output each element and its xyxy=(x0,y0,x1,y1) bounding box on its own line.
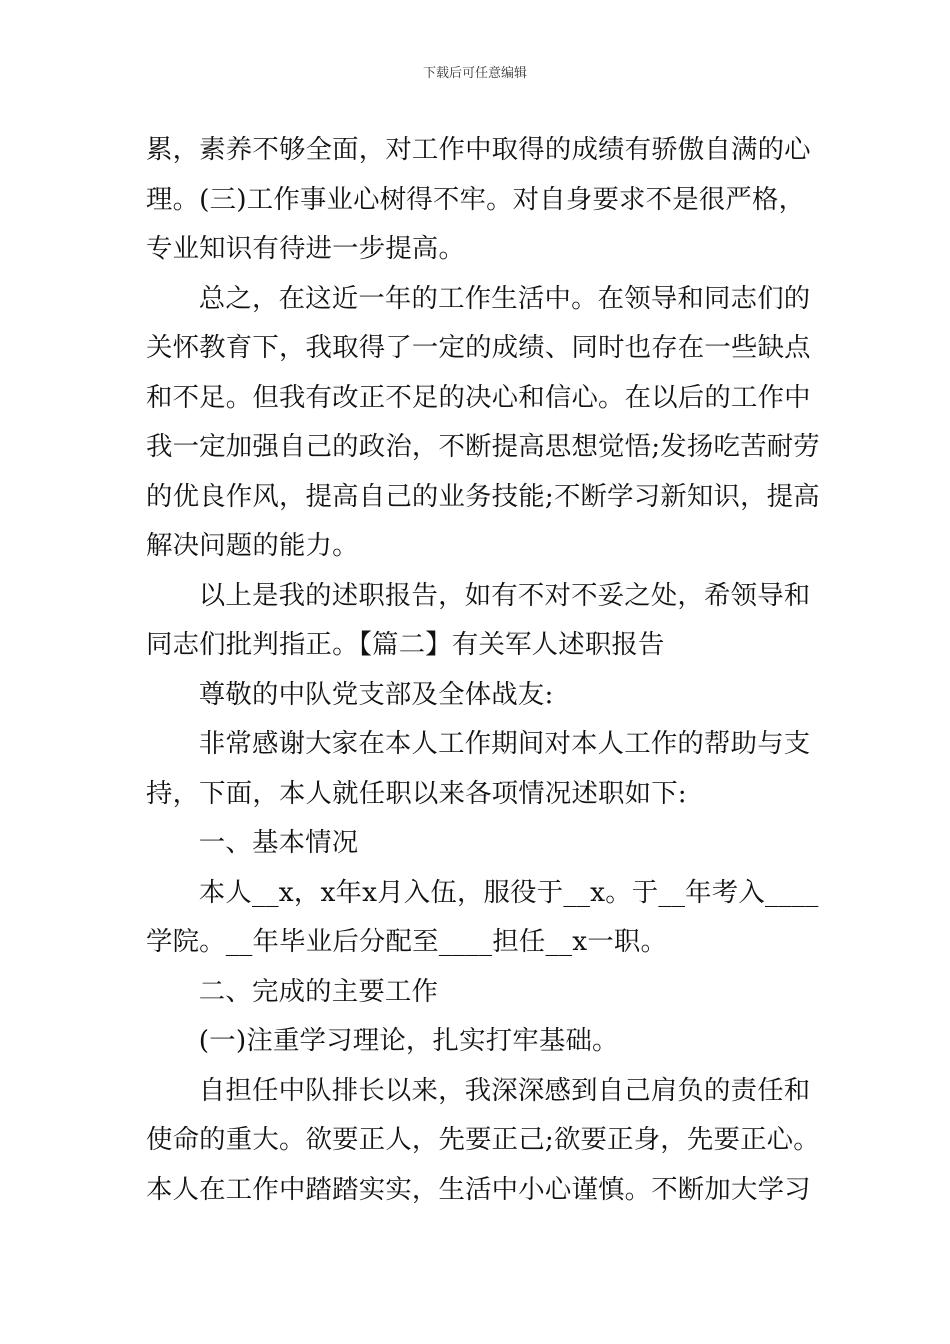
text-line: 和不足。但我有改正不足的决心和信心。在以后的工作中 xyxy=(146,381,811,413)
salutation-line: 尊敬的中队党支部及全体战友: xyxy=(198,678,554,710)
paragraph-start-line: 非常感谢大家在本人工作期间对本人工作的帮助与支 xyxy=(198,728,811,759)
text-line: 专业知识有待进一步提高。 xyxy=(146,233,466,264)
section-heading: 二、完成的主要工作 xyxy=(198,975,439,1007)
subsection-heading: (一)注重学习理论，扎实打牢基础。 xyxy=(198,1025,619,1056)
text-line: 理。(三)工作事业心树得不牢。对自身要求不是很严格， xyxy=(146,183,806,215)
text-line: 累，素养不够全面，对工作中取得的成绩有骄傲自满的心 xyxy=(146,134,811,165)
text-line: 解决问题的能力。 xyxy=(146,530,359,561)
document-body xyxy=(146,125,820,1214)
paragraph-start-line: 总之，在这近一年的工作生活中。在领导和同志们的 xyxy=(198,282,811,314)
text-line: 关怀教育下，我取得了一定的成绩、同时也存在一些缺点 xyxy=(146,332,811,363)
paragraph-start-line: 自担任中队排长以来，我深深感到自己肩负的责任和 xyxy=(198,1074,811,1106)
paragraph-start-line: 本人__x，x年x月入伍，服役于__x。于__年考入____ xyxy=(198,876,819,908)
page-header: 下载后可任意编辑 xyxy=(422,66,527,81)
text-line: 持，下面，本人就任职以来各项情况述职如下: xyxy=(146,777,687,809)
text-line: 使命的重大。欲要正人，先要正己;欲要正身，先要正心。 xyxy=(146,1124,820,1155)
text-line: 我一定加强自己的政治，不断提高思想觉悟;发扬吃苦耐劳 xyxy=(146,431,820,462)
text-line: 的优良作风，提高自己的业务技能;不断学习新知识，提高 xyxy=(146,480,820,512)
section-heading: 一、基本情况 xyxy=(198,827,359,858)
text-line: 本人在工作中踏踏实实，生活中小心谨慎。不断加大学习 xyxy=(146,1173,811,1205)
text-line: 学院。__年毕业后分配至____担任__x一职。 xyxy=(146,926,668,957)
text-line: 同志们批判指正。【篇二】有关军人述职报告 xyxy=(146,629,665,660)
paragraph-start-line: 以上是我的述职报告，如有不对不妥之处，希领导和 xyxy=(198,579,811,611)
